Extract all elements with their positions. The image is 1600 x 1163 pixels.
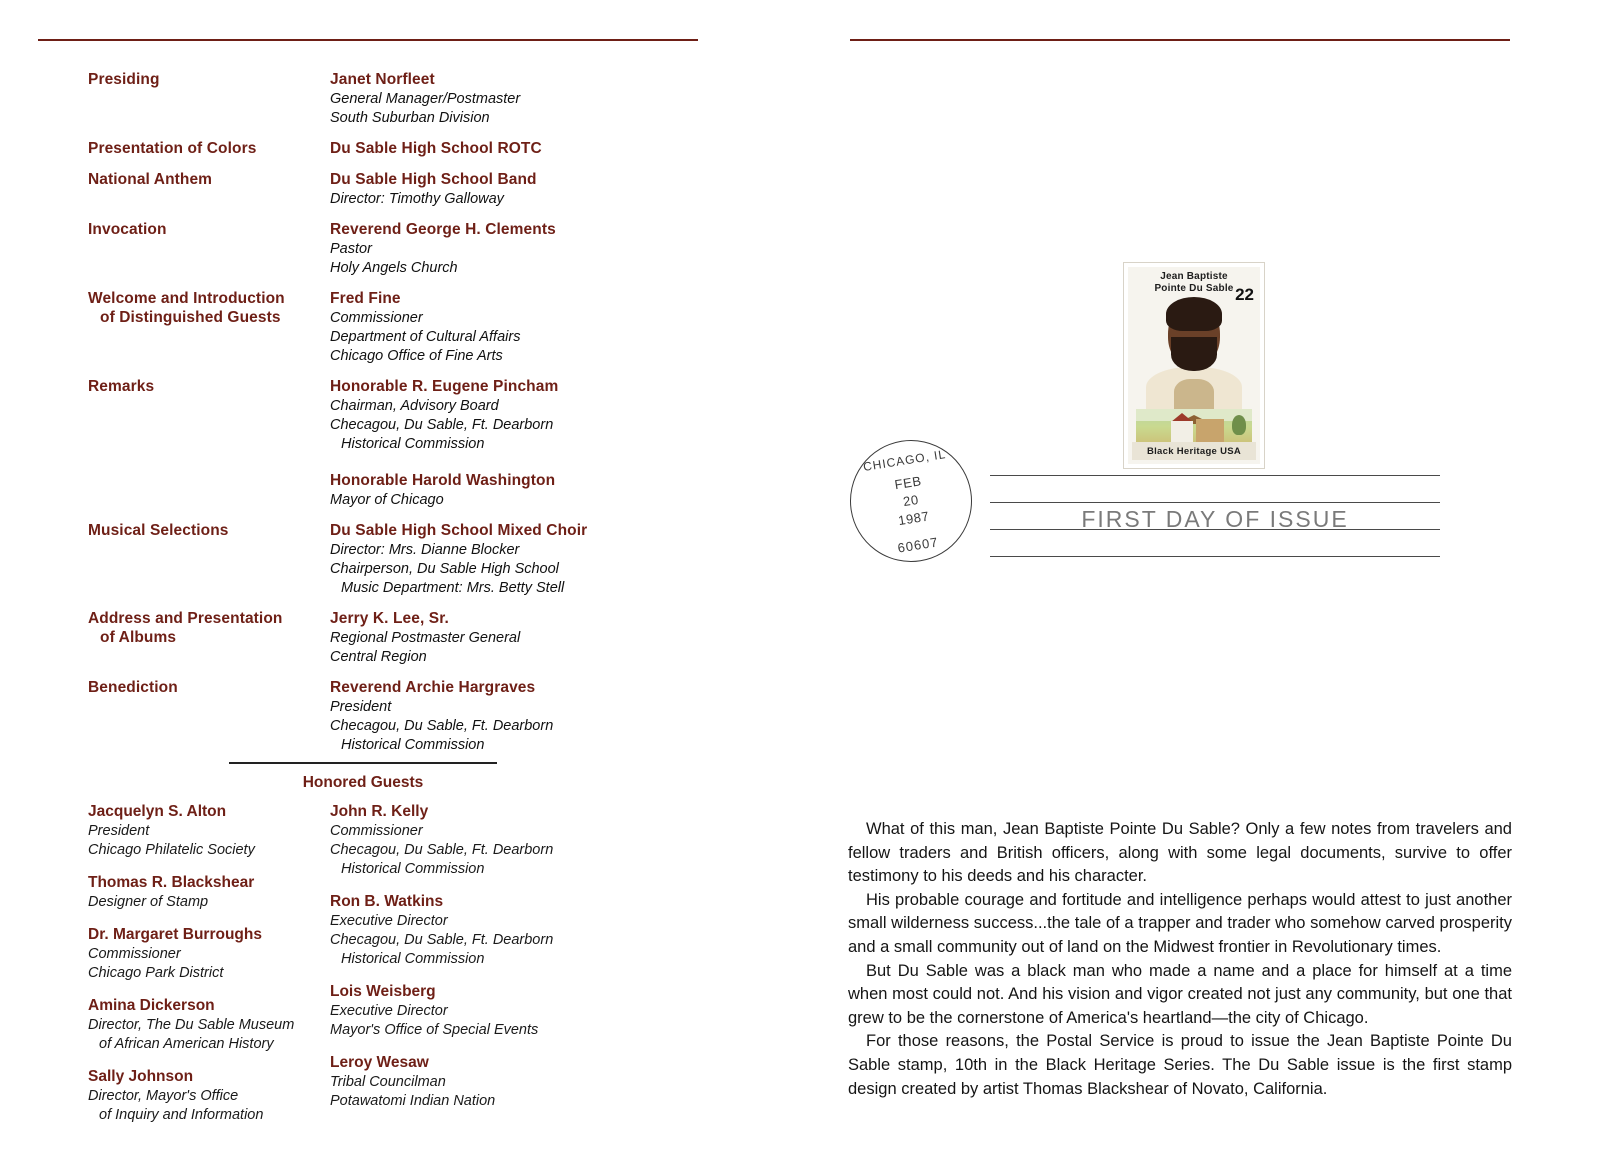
program-entry [330,70,760,128]
tree [1232,415,1246,435]
honored-guest-detail-continued: Historical Commission [341,861,485,877]
cancel-bar-1 [990,475,1440,476]
program-entry-name: Du Sable High School ROTC [330,140,542,157]
program-row-label: Presentation of Colors [88,140,257,157]
honored-guest-detail: Potawatomi Indian Nation [330,1093,496,1109]
stamp-inner [1128,267,1260,464]
postage-stamp [1124,263,1264,468]
essay-paragraph: But Du Sable was a black man who made a name and a place for himself at a time when most could not. And his vision and vigor created not just any community, but one that grew to be the cornerstone of America's heartland—the city of Chicago. [848,961,1512,1027]
program-row-body [330,678,760,755]
program-entry-name: Reverend Archie Hargraves [330,679,536,696]
essay-paragraph: What of this man, Jean Baptiste Pointe Du Sable? Only a few notes from travelers and fellow traders and British officers, along with some legal documents, survive to offer testimony to his deeds and his character. [848,820,1512,886]
program-entry [330,521,760,598]
honored-guest [88,996,330,1054]
honored-guest-detail: Mayor's Office of Special Events [330,1022,539,1038]
program-entry-detail: Chairman, Advisory Board [330,398,499,414]
program-row-body [330,70,760,128]
du-sable-portrait-illustration [1136,293,1252,409]
top-rule-left [38,39,698,41]
program-entry [330,139,760,159]
honored-guest [330,982,710,1040]
program-row-body [330,170,760,209]
program-entry-detail-continued: Music Department: Mrs. Betty Stell [341,580,565,596]
honored-guest-name: Lois Weisberg [330,983,436,1000]
honored-guest-name: Leroy Wesaw [330,1054,429,1071]
postmark-cancellation [841,431,981,571]
stamp-title-line1: Jean Baptiste [1160,271,1228,282]
program-entry [330,609,760,667]
program-entry [330,377,760,454]
honored-guest [88,873,330,912]
honored-guest-detail: Checagou, Du Sable, Ft. Dearborn [330,932,554,948]
program-row-body [330,289,760,366]
program-row [0,521,760,598]
program-entry-detail: Checagou, Du Sable, Ft. Dearborn [330,417,554,433]
honored-guest [88,802,330,860]
honored-guest [330,892,710,969]
program-row-label: Benediction [88,679,178,696]
program-row [0,377,760,510]
honored-guests-column-2 [330,802,710,1138]
program-entry [330,170,760,209]
portrait-hair [1166,297,1222,331]
honored-guest-name: Sally Johnson [88,1068,194,1085]
cabin-body [1196,419,1224,443]
program-entry-detail: President [330,699,392,715]
program-entry-name: Honorable R. Eugene Pincham [330,378,559,395]
honored-guest-name: Jacquelyn S. Alton [88,803,227,820]
honored-guest-name: Ron B. Watkins [330,893,444,910]
program-entry-detail: Department of Cultural Affairs [330,329,521,345]
stamp-title-line2: Pointe Du Sable [1154,282,1234,294]
first-day-of-issue-text: FIRST DAY OF ISSUE [1081,506,1349,532]
program-entry-detail: Pastor [330,241,372,257]
honored-guest-detail-continued: Historical Commission [341,951,485,967]
program-row [0,139,760,159]
program-entry-detail: Central Region [330,649,427,665]
program-entry [330,678,760,755]
program-row-label: National Anthem [88,171,213,188]
postmark-year: 1987 [897,508,931,529]
honored-guest-detail: Executive Director [330,913,448,929]
program-entry-name: Du Sable High School Band [330,171,537,188]
program-entry-detail: Mayor of Chicago [330,492,444,508]
program-row-body [330,139,760,159]
honored-guest-name: Thomas R. Blackshear [88,874,255,891]
program-entry-detail: Chairperson, Du Sable High School [330,561,559,577]
program-entry-name: Jerry K. Lee, Sr. [330,610,449,627]
program-entry-detail: Director: Mrs. Dianne Blocker [330,542,520,558]
program-row-label: Invocation [88,221,167,238]
program-entry-detail: Holy Angels Church [330,260,458,276]
program-entry-name: Janet Norfleet [330,71,435,88]
program-entry-name: Fred Fine [330,290,401,307]
honored-guest-detail-continued: of Inquiry and Information [99,1107,264,1123]
honored-guests-divider [229,762,497,764]
program-entry-detail: South Suburban Division [330,110,490,126]
honored-guest-detail: Commissioner [88,946,181,962]
program-row-body [330,609,760,667]
first-day-cover [850,250,1510,610]
program-row-body [330,377,760,510]
program-entry-name: Reverend George H. Clements [330,221,556,238]
honored-guest-detail: Tribal Councilman [330,1074,446,1090]
portrait-collar-inner [1174,379,1214,409]
program-row [0,220,760,278]
honored-guest [88,925,330,983]
program-row-label: Address and Presentation of Albums [0,609,330,647]
honored-guests-heading: Honored Guests [302,774,424,791]
program-row [0,678,760,755]
honored-guests-columns [0,802,760,1138]
cancel-bar-4 [990,556,1440,557]
honored-guest-detail: Chicago Philatelic Society [88,842,255,858]
program-row-label: Musical Selections [88,522,229,539]
honored-guests-column-1 [0,802,330,1138]
essay-paragraph: His probable courage and fortitude and intelligence perhaps would attest to just another small wilderness success...the tale of a trapper and trader who somehow carved prosperity and a small community out of land on the Midwest frontier in Revolutionary times. [848,890,1512,956]
postmark-day: 20 [902,491,920,510]
program-row-label-continued: of Albums [100,629,177,646]
cancel-bar-2 [990,502,1440,503]
program-entry-detail: General Manager/Postmaster [330,91,521,107]
honored-guest-detail: Chicago Park District [88,965,224,981]
honored-guest [330,802,710,879]
program-entry-name: Honorable Harold Washington [330,472,556,489]
stamp-denomination: 22 [1235,285,1254,304]
honored-guest-detail: Commissioner [330,823,423,839]
program-entry [330,289,760,366]
program-row [0,170,760,209]
honored-guest-detail: Designer of Stamp [88,894,209,910]
program-row-body [330,521,760,598]
program-entry-detail-continued: Historical Commission [341,436,485,452]
top-rule-right [850,39,1510,41]
program-entry-detail: Chicago Office of Fine Arts [330,348,503,364]
first-day-of-issue-cancel-bars [990,475,1440,557]
program-row [0,70,760,128]
program-list [0,70,760,766]
program-entry [330,220,760,278]
postmark-month: FEB [893,473,923,493]
program-row-label: Remarks [88,378,155,395]
honored-guest-detail: Checagou, Du Sable, Ft. Dearborn [330,842,554,858]
postmark-city: CHICAGO, IL [862,447,948,474]
program-row [0,289,760,366]
essay-text [848,818,1512,1101]
stamp-series-label: Black Heritage USA [1132,442,1256,460]
honored-guest-name: Amina Dickerson [88,997,215,1014]
honored-guest-detail-continued: of African American History [99,1036,274,1052]
program-row [0,609,760,667]
program-entry-detail: Commissioner [330,310,423,326]
program-entry [330,471,760,510]
house-body [1171,421,1193,443]
program-row-label-continued: of Distinguished Guests [100,309,281,326]
honored-guest [330,1053,710,1111]
program-entry-detail: Checagou, Du Sable, Ft. Dearborn [330,718,554,734]
portrait-beard [1171,337,1217,371]
program-entry-detail: Director: Timothy Galloway [330,191,504,207]
honored-guest-name: Dr. Margaret Burroughs [88,926,262,943]
program-entry-detail: Regional Postmaster General [330,630,521,646]
program-entry-name: Du Sable High School Mixed Choir [330,522,588,539]
honored-guest-detail: Director, The Du Sable Museum [88,1017,295,1033]
program-row-label: Presiding [88,71,160,88]
program-row-label: Welcome and Introduction of Distinguished Guests [0,289,330,327]
honored-guest-detail: Executive Director [330,1003,448,1019]
postmark-zip: 60607 [896,534,940,556]
program-entry-detail-continued: Historical Commission [341,737,485,753]
honored-guest [88,1067,330,1125]
honored-guest-detail: Director, Mayor's Office [88,1088,239,1104]
program-row-body [330,220,760,278]
honored-guest-name: John R. Kelly [330,803,429,820]
honored-guest-detail: President [88,823,150,839]
essay-paragraph: For those reasons, the Postal Service is proud to issue the Jean Baptiste Pointe Du Sable stamp, 10th in the Black Heritage Series. The Du Sable issue is the first stamp design created by artist Thomas Blackshear of Novato, California. [848,1032,1512,1098]
